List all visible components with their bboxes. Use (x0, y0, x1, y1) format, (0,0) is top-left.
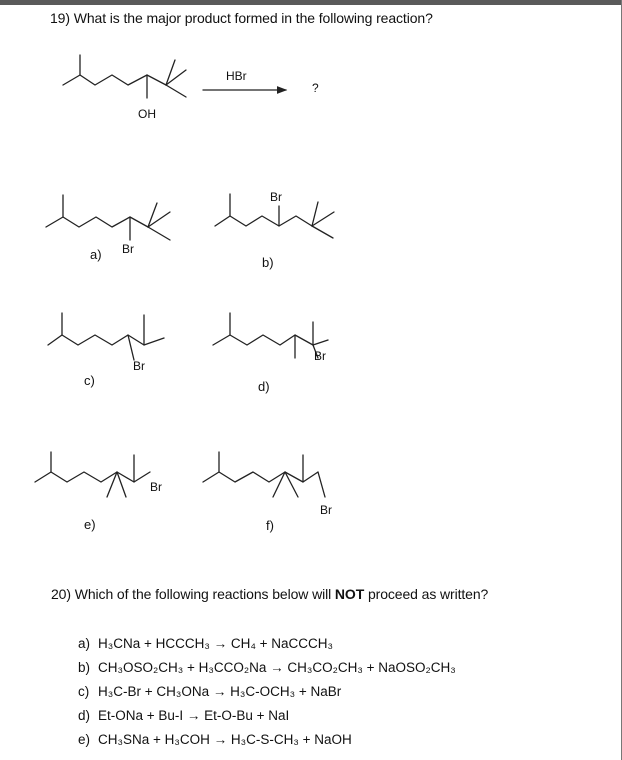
prompt-text-end: proceed as written? (364, 586, 489, 602)
reaction-equation: CH₃SNa + H₃COH → H₃C-S-CH₃ + NaOH (98, 732, 352, 747)
option-f-structure (203, 452, 325, 497)
question-prompt (75, 586, 489, 602)
question-number: 20) (51, 586, 71, 602)
reaction-d (78, 708, 289, 723)
product-placeholder: ? (312, 81, 319, 95)
option-b-bromine: Br (270, 190, 282, 204)
option-d-bromine: Br (314, 349, 326, 363)
option-a-bromine: Br (122, 242, 134, 256)
option-a-structure (46, 195, 170, 240)
option-a-letter: a) (90, 247, 102, 262)
reaction-equation: H₃C-Br + CH₃ONa → H₃C-OCH₃ + NaBr (98, 684, 342, 699)
reaction-equation: CH₃OSO₂CH₃ + H₃CCO₂Na → CH₃CO₂CH₃ + NaOSO₂CH₃ (98, 660, 456, 675)
option-c-letter: c) (84, 373, 95, 388)
option-e-bromine: Br (150, 480, 162, 494)
prompt-text: Which of the following reactions below will (74, 586, 335, 602)
reaction-e (78, 732, 352, 747)
reaction-letter: c) (78, 684, 90, 699)
question-number: 19) (50, 10, 70, 26)
option-c-bromine: Br (133, 359, 145, 373)
reaction-a (78, 636, 333, 651)
reaction-letter: d) (78, 708, 91, 723)
question-20 (51, 586, 488, 602)
option-f-bromine: Br (320, 503, 332, 517)
reaction-b (78, 660, 456, 675)
option-e-structure (35, 452, 150, 497)
option-f-letter: f) (266, 518, 274, 533)
option-c-structure (48, 313, 164, 360)
option-b-letter: b) (262, 255, 274, 270)
reaction-letter: e) (78, 732, 91, 747)
reaction-letter: b) (78, 660, 91, 675)
option-e-letter: e) (84, 517, 96, 532)
prompt-emphasis: NOT (334, 586, 365, 602)
question-prompt: What is the major product formed in the following reaction? (73, 10, 433, 26)
reaction-c (78, 684, 341, 699)
option-d-letter: d) (258, 379, 270, 394)
hydroxyl-label: OH (138, 107, 156, 121)
reactant-structure (63, 55, 186, 98)
option-d-structure (213, 313, 328, 358)
reagent-label: HBr (226, 69, 247, 83)
reaction-equation: H₃CNa + HCCCH₃ → CH₄ + NaCCCH₃ (98, 636, 334, 651)
reaction-equation: Et-ONa + Bu-I → Et-O-Bu + NaI (98, 708, 290, 723)
reaction-letter: a) (78, 636, 91, 651)
